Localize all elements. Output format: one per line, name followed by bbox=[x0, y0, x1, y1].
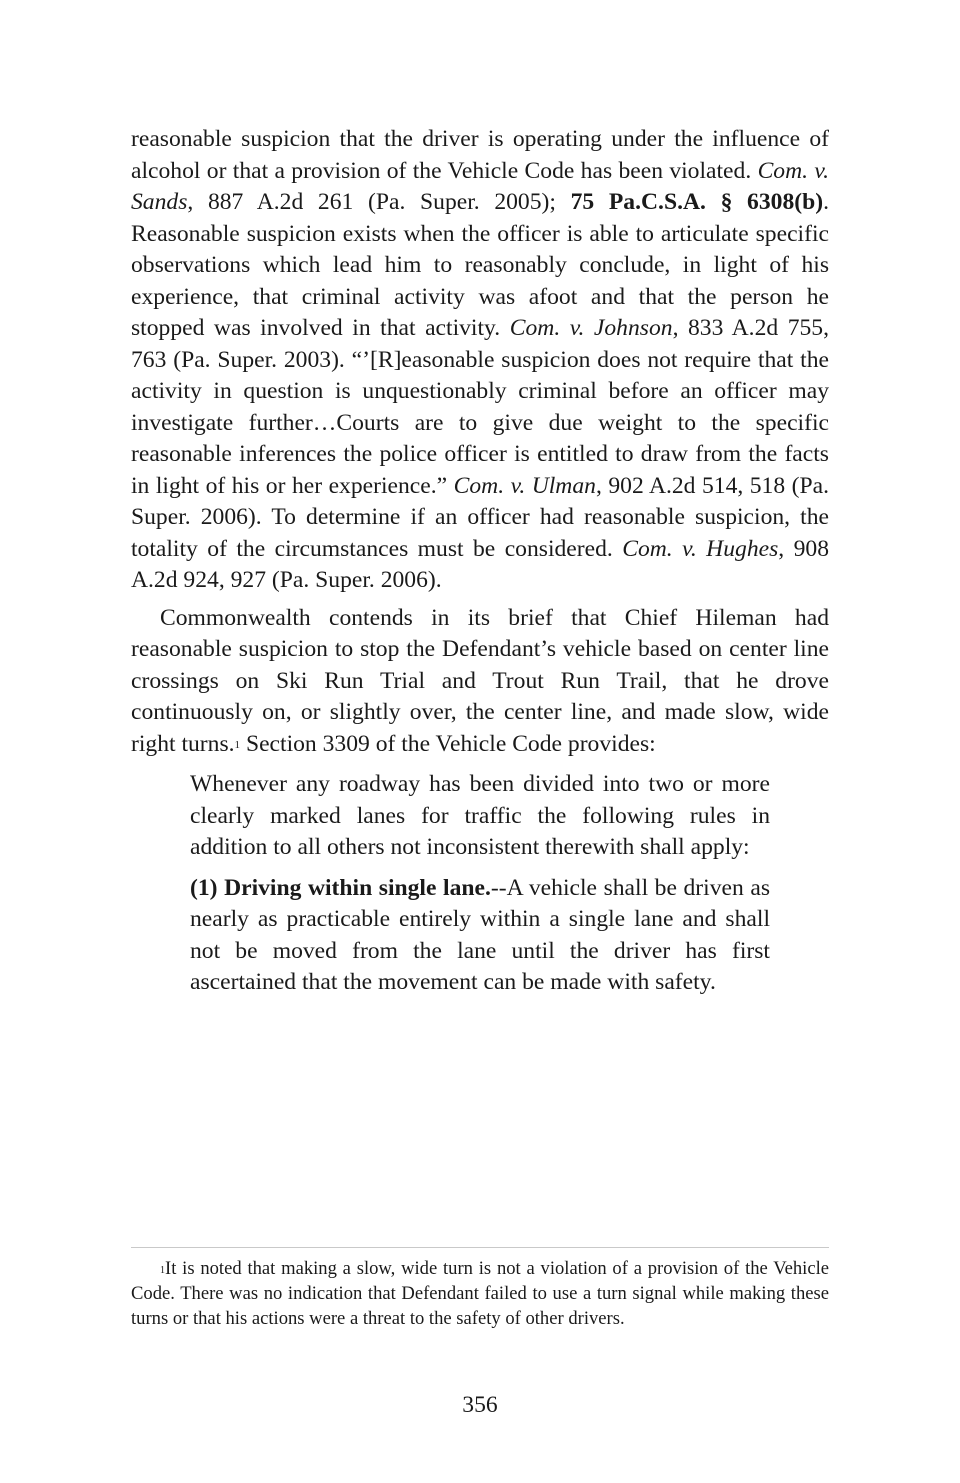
case-citation: Com. v. Sands bbox=[131, 157, 829, 215]
quote-paragraph-1: Whenever any roadway has been divided into two or more clearly marked lanes for traffic the following rules in addition to all others not inconsistent therewith shall apply: bbox=[190, 771, 770, 860]
block-quote bbox=[190, 769, 770, 999]
footnote-reference: 1 bbox=[234, 738, 241, 751]
page-number: 356 bbox=[462, 1392, 498, 1418]
footnote-text: It is noted that making a slow, wide turn is not a violation of a provision of the Vehicle Code. There was no indication that Defendant failed to use a turn signal while making these turns or that his actions were a threat to the safety of other drivers. bbox=[131, 1258, 829, 1329]
footnote-divider bbox=[131, 1247, 829, 1248]
quote-heading: (1) Driving within single lane. bbox=[190, 874, 491, 901]
paragraph-2: Commonwealth contends in its brief that Chief Hileman had reasonable suspicion to stop the Defendant’s vehicle based on center line crossings on Ski Run Trial and Trout Run Trail, that he drove continuously on, or slightly over, the center line, and made slow, wide right turns.$^1$ Section 3309 of the Vehicle Code provides: bbox=[131, 604, 829, 757]
quote-paragraph-2: (1) Driving within single lane.--A vehicle shall be driven as nearly as practicable entirely within a single lane and shall not be moved from the lane until the driver has first ascertained that the movement can be made with safety. bbox=[190, 874, 771, 995]
case-citation: Com. v. Ulman bbox=[453, 472, 596, 499]
statute-citation: 75 Pa.C.S.A. § 6308(b) bbox=[570, 189, 824, 215]
main-text bbox=[131, 124, 829, 1008]
paragraph-1: reasonable suspicion that the driver is operating under the influence of alcohol or that a provision of the Vehicle Code has been violated. Com. v. Sands, 887 A.2d 261 (Pa. Super. 2005); 75 Pa.C.S.A. § 6308(b). Reasonable suspicion exists when the officer is able to articulate specific observations which lead him to reasonably conclude, in light of his experience, that criminal activity was afoot and that the person he stopped was involved in that activity. Com. v. Johnson, 833 A.2d 755, 763 (Pa. Super. 2003). “’[R]easonable suspicion does not require that the activity in question is unquestionably criminal before an officer may investigate further…Courts are to give due weight to the specific reasonable inferences the police officer is entitled to draw from the facts in light of his or her experience.” Com. v. Ulman, 902 A.2d 514, 518 (Pa. Super. 2006). To determine if an officer had reasonable suspicion, the totality of the circumstances must be considered. Com. v. Hughes, 908 A.2d 924, 927 (Pa. Super. 2006). bbox=[131, 126, 830, 593]
case-citation: Com. v. Hughes bbox=[622, 535, 779, 562]
footnote-marker: 1 bbox=[160, 1265, 165, 1276]
footnote bbox=[131, 1257, 829, 1331]
case-citation: Com. v. Johnson bbox=[509, 315, 673, 341]
